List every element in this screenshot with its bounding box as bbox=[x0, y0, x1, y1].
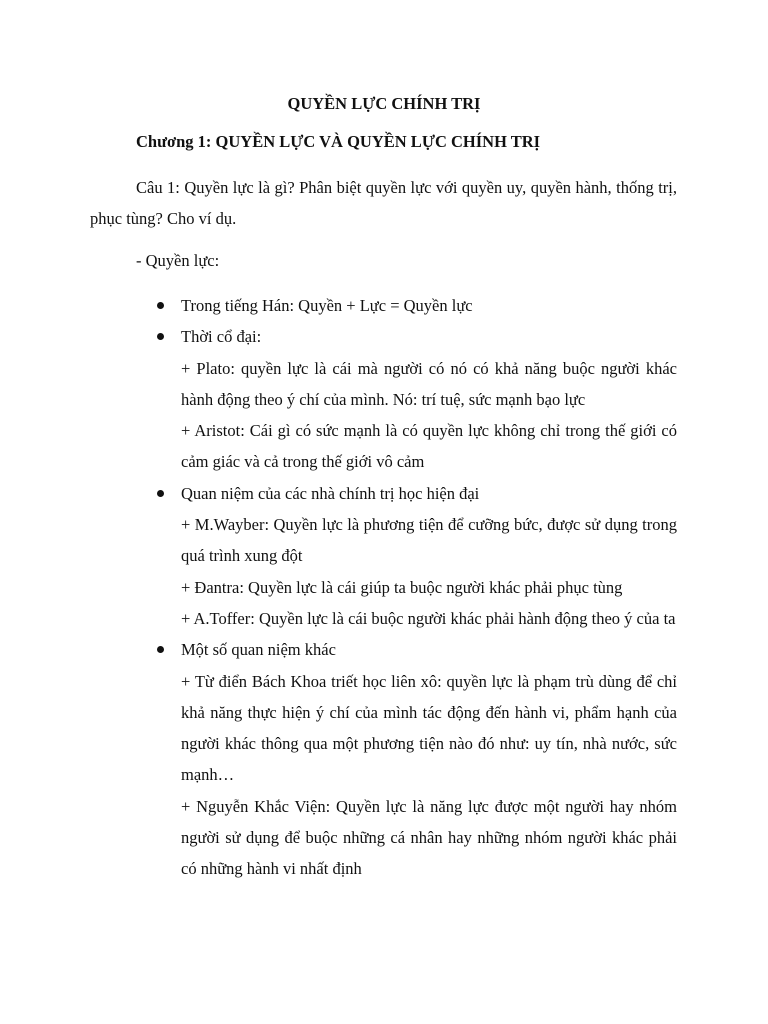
sub-point: + Từ điển Bách Khoa triết học liên xô: quyền lực là phạm trù dùng để chỉ khả năng thực hiện ý chí của mình tác động đến hành vi, phẩm hạnh của người khác thông qua một phương tiện nào đó như: uy tín, nhà nước, sức mạnh… bbox=[181, 671, 677, 785]
bullet-text: Quan niệm của các nhà chính trị học hiện đại bbox=[181, 483, 480, 503]
document-title: QUYỀN LỰC CHÍNH TRỊ bbox=[287, 94, 481, 113]
chapter-heading: Chương 1: QUYỀN LỰC VÀ QUYỀN LỰC CHÍNH TRỊ bbox=[136, 132, 541, 151]
section-label: - Quyền lực: bbox=[136, 251, 220, 270]
sub-point: + Nguyễn Khắc Viện: Quyền lực là năng lực được một người hay nhóm người sử dụng để buộc những cá nhân hay những nhóm người khác phải có những hành vi nhất định bbox=[181, 796, 677, 879]
bullet-dot-icon bbox=[157, 490, 164, 497]
bullet-item bbox=[136, 478, 677, 634]
bullet-dot-icon bbox=[157, 302, 164, 309]
question-paragraph: Câu 1: Quyền lực là gì? Phân biệt quyền lực với quyền uy, quyền hành, thống trị, phục tùng? Cho ví dụ. bbox=[90, 178, 677, 228]
bullet-list bbox=[136, 290, 677, 885]
sub-point: + Đantra: Quyền lực là cái giúp ta buộc người khác phải phục tùng bbox=[181, 577, 623, 597]
sub-point: + A.Toffer: Quyền lực là cái buộc người khác phải hành động theo ý của ta bbox=[181, 608, 676, 628]
bullet-dot-icon bbox=[157, 646, 164, 653]
bullet-text: Thời cổ đại: bbox=[181, 327, 262, 347]
bullet-item bbox=[136, 290, 677, 321]
sub-point: + Plato: quyền lực là cái mà người có nó có khả năng buộc người khác hành động theo ý chí của mình. Nó: trí tuệ, sức mạnh bạo lực bbox=[181, 358, 677, 409]
bullet-item bbox=[136, 321, 677, 477]
bullet-text: Trong tiếng Hán: Quyền + Lực = Quyền lực bbox=[181, 296, 473, 315]
sub-point: + M.Wayber: Quyền lực là phương tiện để cưỡng bức, được sử dụng trong quá trình xung đột bbox=[181, 515, 677, 566]
bullet-item bbox=[136, 634, 677, 884]
bullet-dot-icon bbox=[157, 333, 164, 340]
bullet-text: Một số quan niệm khác bbox=[181, 640, 336, 660]
sub-point: + Aristot: Cái gì có sức mạnh là có quyền lực không chỉ trong thế giới có cảm giác và cả trong thế giới vô cảm bbox=[181, 421, 677, 472]
